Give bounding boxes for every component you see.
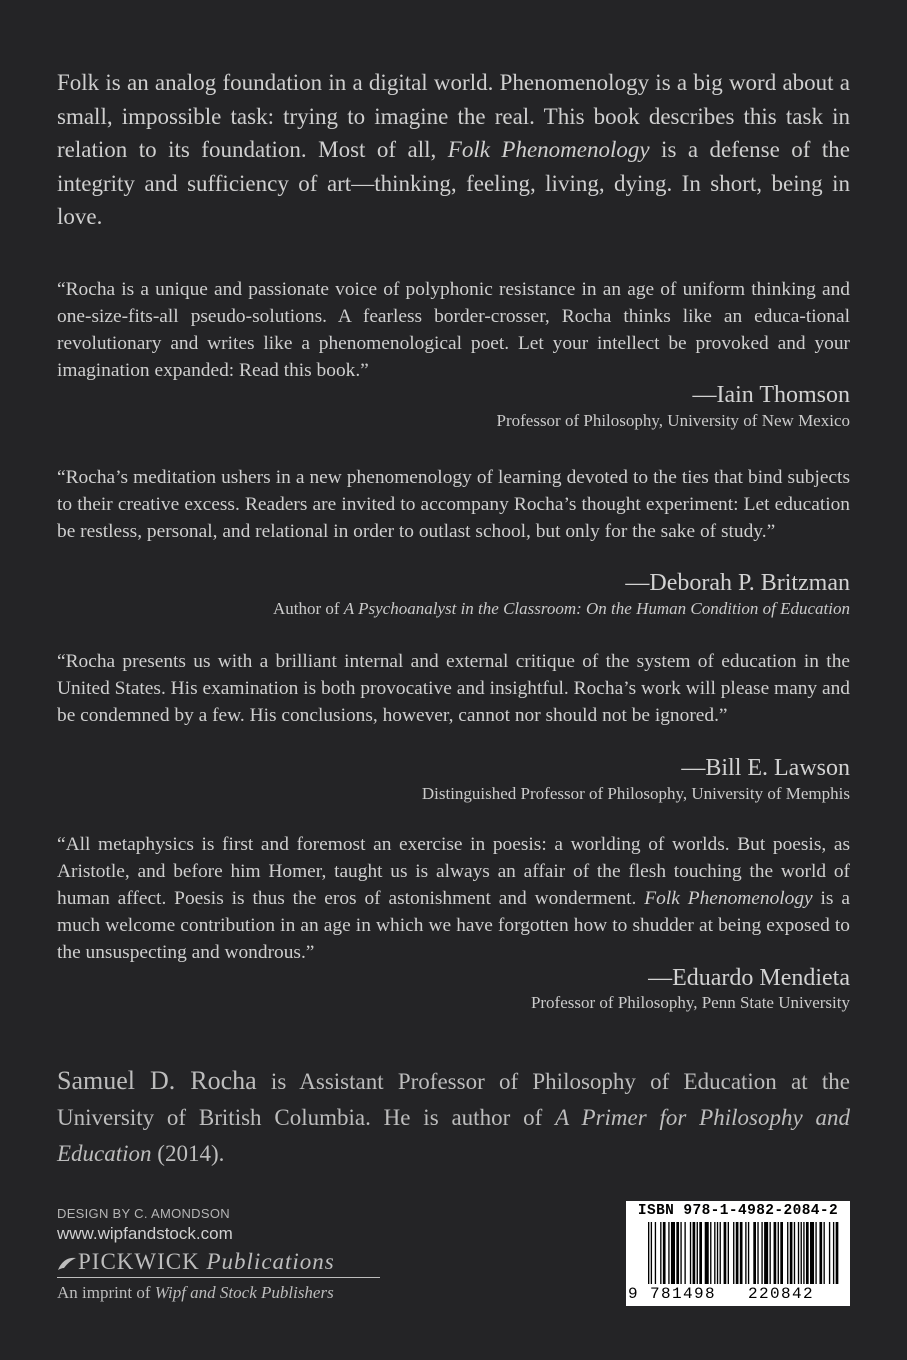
- barcode-bar: [699, 1222, 702, 1284]
- author-name: Samuel D. Rocha: [57, 1066, 257, 1095]
- barcode-bar: [651, 1222, 652, 1284]
- barcode-bar: [724, 1222, 727, 1284]
- barcode-bar: [803, 1222, 804, 1284]
- bio-book-title: A Primer for Philosophy and Education: [57, 1105, 850, 1166]
- intro-text-end: is a defense of the integrity and sufficiency of art—thinking, feeling, living, dying. In short, being in love.: [57, 137, 850, 229]
- intro-book-title: Folk Phenomenology: [447, 137, 650, 162]
- barcode-bar: [693, 1222, 696, 1284]
- isbn-number: ISBN 978-1-4982-2084-2: [637, 1203, 839, 1219]
- barcode-bar: [774, 1222, 777, 1284]
- blurb-attribution-name: —Deborah P. Britzman: [625, 570, 850, 596]
- barcode-first-digit: 9: [628, 1285, 640, 1303]
- pickwick-feather-icon: [57, 1256, 77, 1272]
- publisher-name: PICKWICK: [78, 1249, 200, 1274]
- barcode-bar: [705, 1222, 709, 1284]
- barcode-bar: [697, 1222, 698, 1284]
- barcode-bar: [778, 1222, 779, 1284]
- barcode-bar: [728, 1222, 729, 1284]
- barcode-bar: [684, 1222, 685, 1284]
- barcode-bar: [680, 1222, 681, 1284]
- barcode-bar: [740, 1222, 743, 1284]
- barcode-bar: [790, 1222, 793, 1284]
- barcode-bar: [770, 1222, 771, 1284]
- barcode-bar: [764, 1222, 768, 1284]
- barcode-bar: [753, 1222, 756, 1284]
- britzman-book-title: A Psychoanalyst in the Classroom: On the Human Condition of Education: [343, 599, 850, 618]
- blurb-attribution-name: —Bill E. Lawson: [681, 755, 850, 781]
- blurb-attribution-title: Professor of Philosophy, Penn State University: [530, 993, 850, 1012]
- barcode-bar: [710, 1222, 711, 1284]
- imprint-name: Wipf and Stock Publishers: [154, 1283, 334, 1302]
- publisher-logo: [57, 1249, 380, 1278]
- barcode-bar: [717, 1222, 718, 1284]
- barcode-bar: [655, 1222, 656, 1284]
- barcode-bar: [671, 1222, 675, 1284]
- barcode-bar: [660, 1222, 661, 1284]
- barcode-bar: [824, 1222, 825, 1284]
- barcode-bar: [810, 1222, 814, 1284]
- blurb-thomson: “Rocha is a unique and passionate voice of polyphonic resistance in an age of uniform thinking and one-size-fits-all pseudo-solutions. A fearless border-crosser, Rocha thinks like an educa-tional revolutionary and writes like a phenomenological poet. Let your intellect be provoked and your imagination expanded: Read this book.”: [57, 279, 850, 381]
- imprint-line: An imprint of Wipf and Stock Publishers: [57, 1283, 334, 1302]
- barcode-left-digits: 781498: [650, 1285, 717, 1303]
- barcode-digits: [628, 1285, 848, 1303]
- barcode-bar: [736, 1222, 739, 1284]
- blurb-britzman: “Rocha’s meditation ushers in a new phenomenology of learning devoted to the ties that bind subjects to their creative excess. Readers are invited to accompany Rocha’s thought experiment: Let education be restless, personal, and relational in order to outlast school, but only for the sake of study.”: [57, 467, 850, 542]
- publisher-name-italic: Publications: [206, 1249, 335, 1274]
- blurb-attribution-title: Author of A Psychoanalyst in the Classroom: On the Human Condition of Education: [272, 599, 850, 618]
- isbn-barcode: [626, 1201, 850, 1306]
- intro-paragraph: [57, 66, 850, 234]
- blurb-lawson: “Rocha presents us with a brilliant internal and external critique of the system of education in the United States. His examination is both provocative and insightful. Rocha’s work will please many and be condemned by a few. His conclusions, however, cannot nor should not be ignored.”: [57, 651, 850, 726]
- barcode-bar: [836, 1222, 839, 1284]
- barcode-bar: [761, 1222, 762, 1284]
- barcode-bar: [648, 1222, 649, 1284]
- barcode-bar: [806, 1222, 809, 1284]
- blurb-attribution-name: —Iain Thomson: [692, 382, 850, 408]
- barcode-bar: [690, 1222, 691, 1284]
- blurb-attribution-title: Professor of Philosophy, University of New Mexico: [496, 411, 850, 430]
- barcode-bar: [676, 1222, 679, 1284]
- blurb-mendieta: “All metaphysics is first and foremost an exercise in poesis: a worlding of worlds. But poesis, as Aristotle, and before him Homer, taught us is always an affair of the flesh touching the world of human affect. Poesis is thus the eros of astonishment and wonderment. Folk Phenomenology is a much welcome contribution in an age in which we have forgotten how to shudder at being exposed to the unsuspecting and wondrous.”: [57, 834, 850, 963]
- intro-text: Folk is an analog foundation in a digital world. Phenomenology is a big word about a small, impossible task: trying to imagine the real. This book describes this task in relation to its foundation. Most of all,: [57, 70, 850, 162]
- barcode-bar: [787, 1222, 788, 1284]
- barcode-bar: [780, 1222, 783, 1284]
- barcode-bar: [801, 1222, 802, 1284]
- blurb-attribution-name: —Eduardo Mendieta: [648, 965, 850, 991]
- barcode-bar: [815, 1222, 816, 1284]
- barcode-bar: [829, 1222, 830, 1284]
- barcode-bar: [798, 1222, 799, 1284]
- barcode-bar: [714, 1222, 715, 1284]
- barcode-bar: [794, 1222, 795, 1284]
- barcode-bar: [720, 1222, 721, 1284]
- blurb-attribution-title: Distinguished Professor of Philosophy, University of Memphis: [421, 784, 850, 803]
- barcode-bar: [745, 1222, 746, 1284]
- barcode-bars: [634, 1222, 842, 1284]
- barcode-bar: [819, 1222, 822, 1284]
- author-bio: Samuel D. Rocha is Assistant Professor of Philosophy of Education at the University of British Columbia. He is author of A Primer for Philosophy and Education (2014).: [57, 1066, 851, 1166]
- barcode-bar: [757, 1222, 758, 1284]
- design-credit: DESIGN BY C. AMONDSON: [57, 1206, 230, 1221]
- barcode-bar: [668, 1222, 669, 1284]
- barcode-bar: [833, 1222, 834, 1284]
- mendieta-book-title: Folk Phenomenology: [644, 888, 813, 909]
- barcode-bar: [748, 1222, 749, 1284]
- publisher-url: www.wipfandstock.com: [57, 1224, 233, 1243]
- barcode-right-digits: 220842: [748, 1285, 815, 1303]
- barcode-bar: [663, 1222, 666, 1284]
- barcode-bar: [733, 1222, 734, 1284]
